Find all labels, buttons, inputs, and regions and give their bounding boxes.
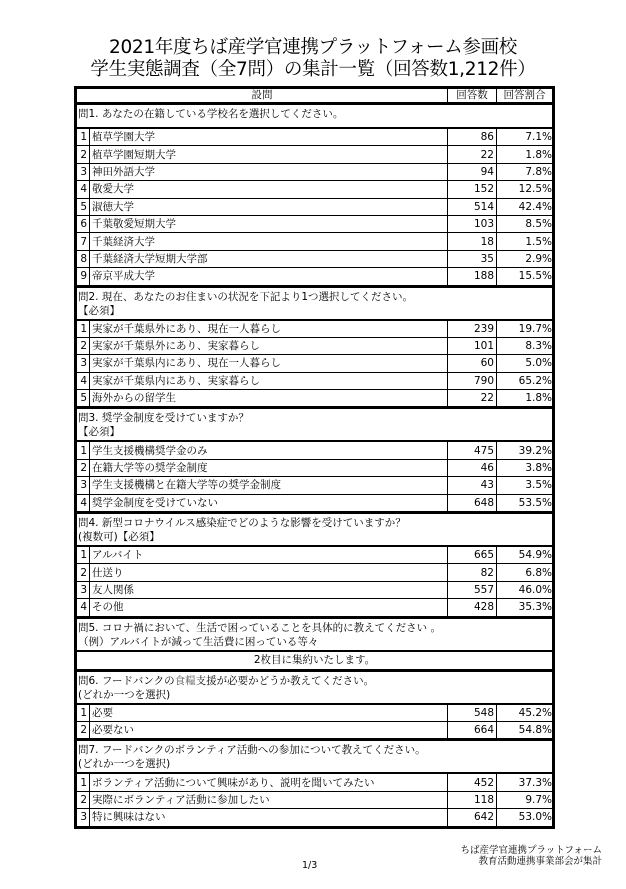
option-number: 2 [76, 459, 90, 476]
option-label: 海外からの留学生 [90, 390, 448, 408]
response-count: 82 [448, 564, 497, 581]
response-ratio: 19.7% [497, 320, 554, 338]
response-count: 428 [448, 599, 497, 617]
response-ratio: 53.5% [497, 494, 554, 512]
question-6-header [76, 670, 554, 704]
option-label: 必要 [90, 704, 448, 722]
question-4-header [76, 513, 554, 547]
response-count: 152 [448, 181, 497, 198]
option-number: 3 [76, 477, 90, 494]
option-number: 1 [76, 128, 90, 146]
table-row [76, 233, 554, 250]
table-row [76, 268, 554, 286]
response-count: 22 [448, 390, 497, 408]
option-label: 実家が千葉県内にあり、現在一人暮らし [90, 355, 448, 372]
response-count: 642 [448, 809, 497, 827]
table-row [76, 390, 554, 408]
response-count: 514 [448, 198, 497, 215]
response-ratio: 3.8% [497, 459, 554, 476]
response-ratio: 39.2% [497, 441, 554, 459]
table-row [76, 146, 554, 163]
question-3-subtext: 【必須】 [78, 426, 120, 439]
option-label: 仕送り [90, 564, 448, 581]
response-count: 664 [448, 721, 497, 739]
question-1-text: 問1. あなたの在籍している学校名を選択してください。 [76, 104, 554, 129]
response-count: 94 [448, 163, 497, 180]
table-row [76, 704, 554, 722]
option-number: 1 [76, 320, 90, 338]
question-5-note-row [76, 651, 554, 671]
response-count: 452 [448, 773, 497, 791]
option-number: 9 [76, 268, 90, 286]
response-count: 22 [448, 146, 497, 163]
option-label: 奨学金制度を受けていない [90, 494, 448, 512]
question-7-text: 問7. フードバンクのボランティア活動への参加について教えてください。 [78, 744, 426, 757]
question-4-subtext: (複数可)【必須】 [78, 531, 160, 544]
response-count: 648 [448, 494, 497, 512]
response-count: 475 [448, 441, 497, 459]
table-row [76, 198, 554, 215]
question-7-subtext: (どれか一つを選択) [78, 758, 171, 771]
option-number: 2 [76, 337, 90, 354]
response-ratio: 35.3% [497, 599, 554, 617]
table-header-row [76, 88, 554, 104]
option-number: 3 [76, 809, 90, 827]
response-ratio: 12.5% [497, 181, 554, 198]
response-count: 239 [448, 320, 497, 338]
table-row [76, 477, 554, 494]
table-row [76, 809, 554, 827]
table-row [76, 546, 554, 564]
header-count: 回答数 [448, 88, 497, 104]
footer-org-line2: 教育活動連携事業部会が集計 [478, 856, 602, 867]
table-row [76, 355, 554, 372]
response-count: 86 [448, 128, 497, 146]
option-number: 4 [76, 372, 90, 389]
response-ratio: 1.5% [497, 233, 554, 250]
question-2-header [76, 286, 554, 320]
response-count: 35 [448, 250, 497, 267]
response-ratio: 1.8% [497, 146, 554, 163]
question-4-text: 問4. 新型コロナウイルス感染症でどのような影響を受けていますか？ [78, 517, 406, 530]
option-label: 千葉経済大学 [90, 233, 448, 250]
header-question: 設問 [76, 88, 448, 104]
response-ratio: 8.5% [497, 215, 554, 232]
response-count: 103 [448, 215, 497, 232]
table-row [76, 459, 554, 476]
highlighted-word: 食糧 [174, 674, 196, 687]
table-row [76, 564, 554, 581]
option-label: 実際にボランティア活動に参加したい [90, 791, 448, 808]
question-5-note: 2枚目に集約いたします。 [76, 651, 554, 671]
table-row [76, 581, 554, 598]
option-number: 1 [76, 546, 90, 564]
option-label: アルバイト [90, 546, 448, 564]
response-count: 118 [448, 791, 497, 808]
question-3-text: 問3. 奨学金制度を受けていますか？ [78, 412, 249, 425]
response-count: 790 [448, 372, 497, 389]
question-1-header [76, 104, 554, 129]
response-ratio: 54.9% [497, 546, 554, 564]
option-label: その他 [90, 599, 448, 617]
table-row [76, 791, 554, 808]
response-ratio: 7.1% [497, 128, 554, 146]
question-6-text: 問6. フードバンクの食糧支援が必要かどうか教えてください。 [78, 674, 375, 687]
option-label: 在籍大学等の奨学金制度 [90, 459, 448, 476]
question-3-header [76, 408, 554, 442]
option-number: 5 [76, 390, 90, 408]
option-number: 2 [76, 564, 90, 581]
response-ratio: 2.9% [497, 250, 554, 267]
option-number: 1 [76, 704, 90, 722]
option-number: 1 [76, 441, 90, 459]
option-number: 2 [76, 721, 90, 739]
response-count: 43 [448, 477, 497, 494]
table-row [76, 128, 554, 146]
table-row [76, 372, 554, 389]
footer-organization [452, 845, 602, 867]
question-2-text: 問2. 現在、あなたのお住まいの状況を下記より1つ選択してください。 [78, 290, 414, 303]
option-label: 淑徳大学 [90, 198, 448, 215]
table-row [76, 250, 554, 267]
response-count: 665 [448, 546, 497, 564]
option-label: 実家が千葉県外にあり、実家暮らし [90, 337, 448, 354]
response-count: 18 [448, 233, 497, 250]
option-number: 2 [76, 791, 90, 808]
table-row [76, 494, 554, 512]
option-label: 学生支援機構と在籍大学等の奨学金制度 [90, 477, 448, 494]
response-ratio: 37.3% [497, 773, 554, 791]
option-label: 神田外語大学 [90, 163, 448, 180]
table-row [76, 721, 554, 739]
response-count: 188 [448, 268, 497, 286]
option-number: 5 [76, 198, 90, 215]
response-count: 46 [448, 459, 497, 476]
response-ratio: 46.0% [497, 581, 554, 598]
table-row [76, 337, 554, 354]
option-label: 実家が千葉県内にあり、実家暮らし [90, 372, 448, 389]
question-6-subtext: (どれか一つを選択) [78, 688, 171, 701]
option-number: 4 [76, 599, 90, 617]
option-number: 3 [76, 163, 90, 180]
response-ratio: 3.5% [497, 477, 554, 494]
option-label: 特に興味はない [90, 809, 448, 827]
option-label: 帝京平成大学 [90, 268, 448, 286]
option-number: 7 [76, 233, 90, 250]
response-ratio: 1.8% [497, 390, 554, 408]
header-ratio: 回答割合 [497, 88, 554, 104]
question-5-header [76, 617, 554, 651]
response-ratio: 42.4% [497, 198, 554, 215]
response-count: 101 [448, 337, 497, 354]
document-title-line2: 学生実態調査（全7問）の集計一覧（回答数1,212件） [90, 59, 536, 80]
table-row [76, 320, 554, 338]
page-number: 1/3 [302, 860, 318, 871]
option-label: 千葉経済大学短期大学部 [90, 250, 448, 267]
option-label: 千葉敬愛短期大学 [90, 215, 448, 232]
option-number: 6 [76, 215, 90, 232]
response-ratio: 8.3% [497, 337, 554, 354]
response-ratio: 54.8% [497, 721, 554, 739]
option-label: 学生支援機構奨学金のみ [90, 441, 448, 459]
option-number: 2 [76, 146, 90, 163]
option-label: 植草学園大学 [90, 128, 448, 146]
response-ratio: 5.0% [497, 355, 554, 372]
option-label: 必要ない [90, 721, 448, 739]
document-title-line1: 2021年度ちば産学官連携プラットフォーム参画校 [108, 37, 518, 58]
option-label: 実家が千葉県外にあり、現在一人暮らし [90, 320, 448, 338]
table-row [76, 215, 554, 232]
question-2-subtext: 【必須】 [78, 304, 120, 317]
question-7-header [76, 740, 554, 774]
option-number: 4 [76, 181, 90, 198]
option-label: 植草学園短期大学 [90, 146, 448, 163]
response-ratio: 53.0% [497, 809, 554, 827]
footer-org-line1: ちば産学官連携プラットフォーム [460, 845, 602, 856]
response-ratio: 6.8% [497, 564, 554, 581]
response-count: 60 [448, 355, 497, 372]
table-row [76, 599, 554, 617]
option-label: 友人関係 [90, 581, 448, 598]
option-number: 1 [76, 773, 90, 791]
question-5-text: 問5. コロナ禍において、生活で困っていることを具体的に教えてください 。 [78, 621, 441, 634]
option-number: 8 [76, 250, 90, 267]
question-5-subtext: （例）アルバイトが減って生活費に困っている等々 [78, 635, 319, 648]
response-count: 548 [448, 704, 497, 722]
response-ratio: 65.2% [497, 372, 554, 389]
option-label: ボランティア活動について興味があり、説明を聞いてみたい [90, 773, 448, 791]
table-row [76, 163, 554, 180]
option-label: 敬愛大学 [90, 181, 448, 198]
response-ratio: 45.2% [497, 704, 554, 722]
option-number: 3 [76, 355, 90, 372]
response-ratio: 15.5% [497, 268, 554, 286]
option-number: 3 [76, 581, 90, 598]
table-row [76, 181, 554, 198]
response-ratio: 9.7% [497, 791, 554, 808]
table-row [76, 773, 554, 791]
response-ratio: 7.8% [497, 163, 554, 180]
survey-results-table [74, 86, 555, 829]
option-number: 4 [76, 494, 90, 512]
table-row [76, 441, 554, 459]
response-count: 557 [448, 581, 497, 598]
